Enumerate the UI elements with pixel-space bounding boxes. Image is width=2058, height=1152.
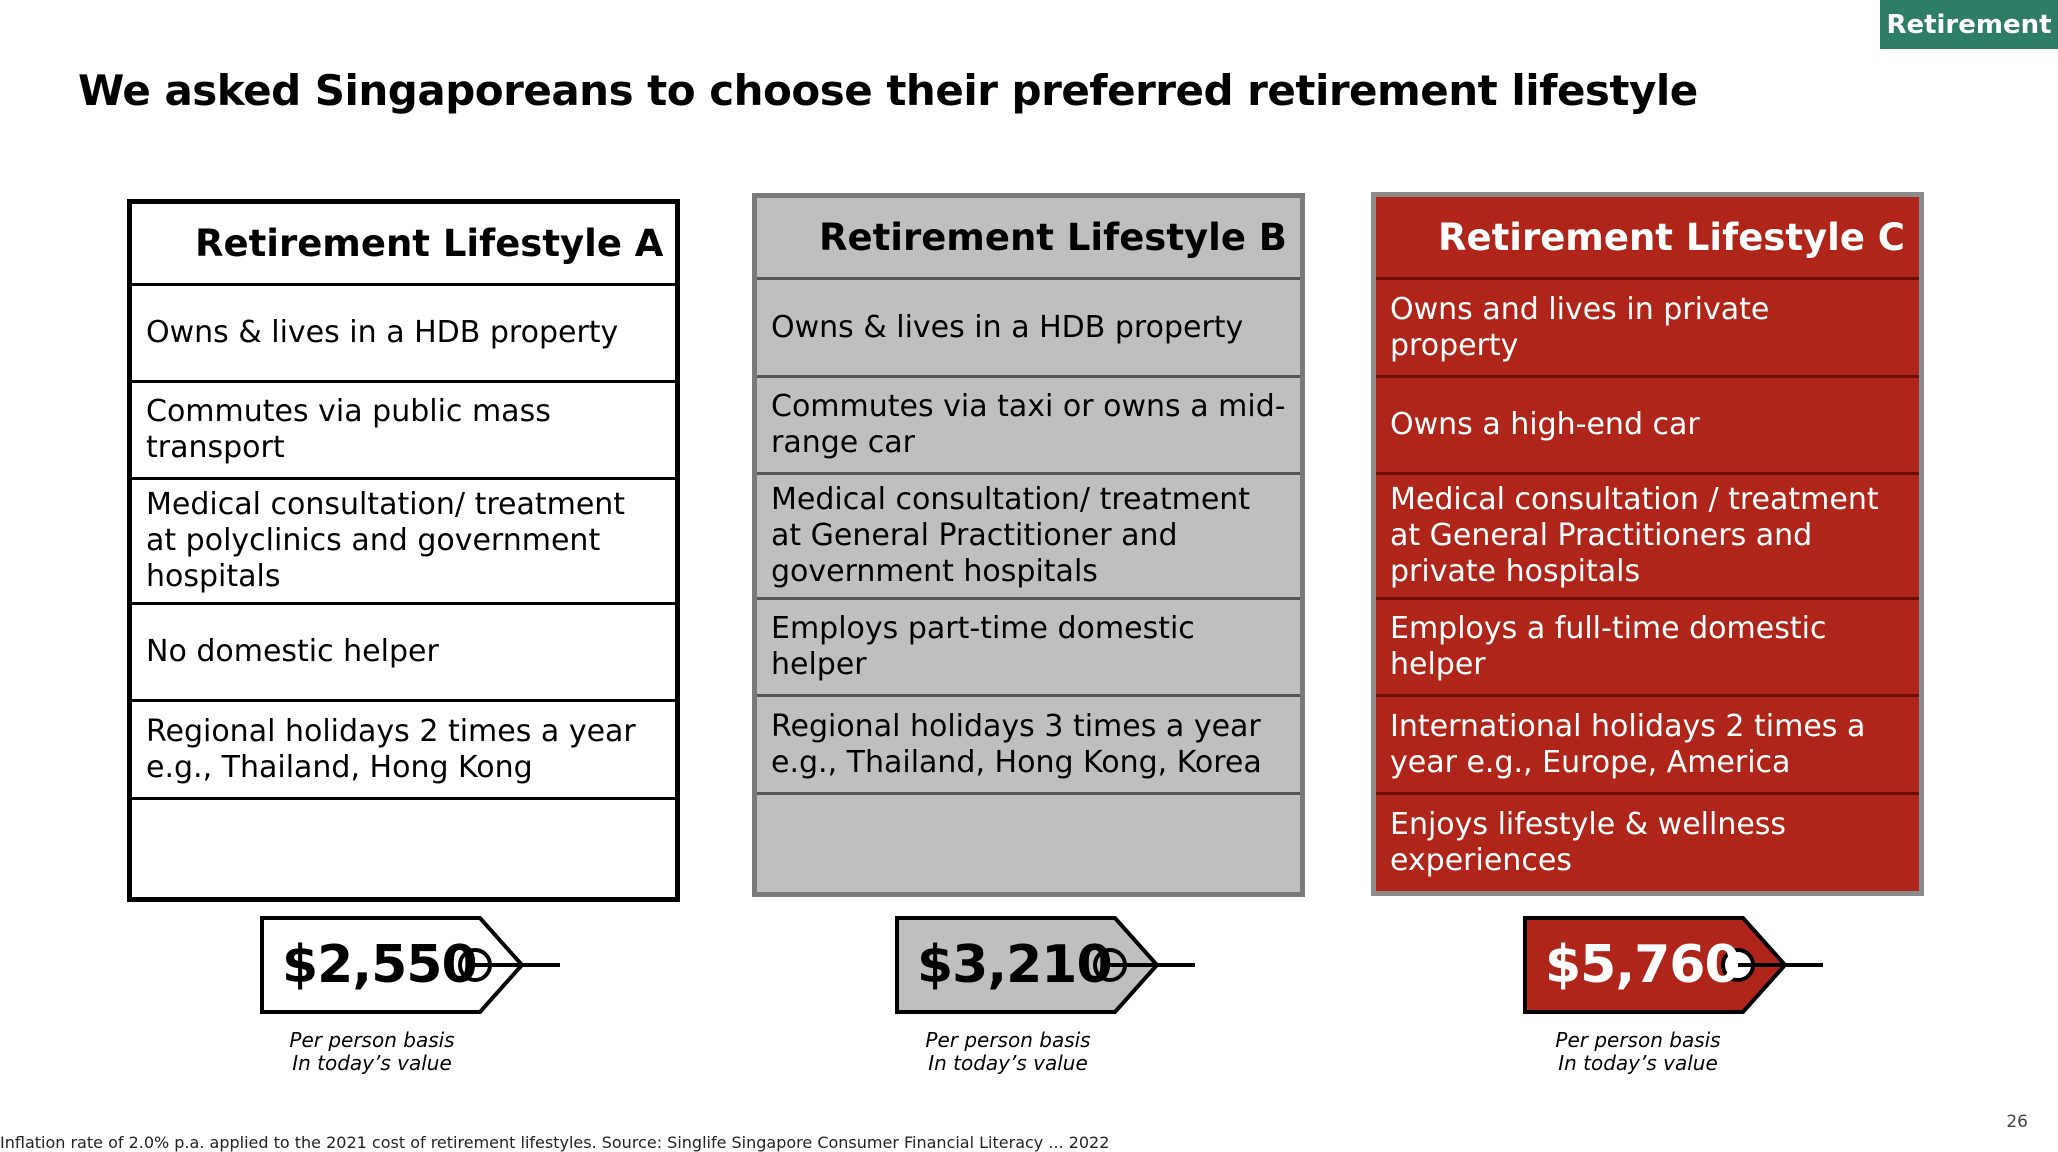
lifestyle-a-price-note [272,1029,472,1075]
lifestyle-b-row-transport: Commutes via taxi or owns a mid-range car [757,378,1300,475]
lifestyle-b-row-empty [757,795,1300,892]
lifestyle-a-heading: Retirement Lifestyle A [132,204,675,286]
note-value: In today’s value [928,1051,1088,1075]
lifestyle-a-price-tag [260,915,590,1015]
lifestyle-c-heading: Retirement Lifestyle C [1376,197,1919,280]
lifestyle-a-row-property: Owns & lives in a HDB property [132,286,675,383]
lifestyle-b-card [752,193,1305,897]
note-basis: Per person basis [289,1028,455,1052]
lifestyle-b-price-note [908,1029,1108,1075]
lifestyle-c-price-note [1538,1029,1738,1075]
lifestyle-c-card [1371,192,1924,896]
lifestyle-c-row-wellness: Enjoys lifestyle & wellness experiences [1390,807,1787,878]
lifestyle-b-price-tag [895,915,1225,1015]
section-tag: Retirement [1880,0,2058,49]
note-value: In today’s value [292,1051,452,1075]
lifestyle-c-price: $5,760 [1545,935,1740,995]
lifestyle-a-row-helper: No domestic helper [132,605,675,702]
lifestyle-b-price: $3,210 [917,935,1112,995]
lifestyle-b-row-holidays: Regional holidays 3 times a year e.g., Thailand, Hong Kong, Korea [757,697,1300,795]
lifestyle-b-row-property: Owns & lives in a HDB property [757,280,1300,378]
footnote: Inflation rate of 2.0% p.a. applied to the 2021 cost of retirement lifestyles. Source: Singlife Singapore Consumer Financial Literacy ... 2022 [0,1133,1110,1152]
lifestyle-b-row-medical: Medical consultation/ treatment at General Practitioner and government hospitals [757,475,1300,600]
lifestyle-b-heading: Retirement Lifestyle B [757,198,1300,280]
lifestyle-a-row-holidays: Regional holidays 2 times a year e.g., Thailand, Hong Kong [132,702,675,800]
lifestyle-a-row-transport: Commutes via public mass transport [132,383,675,480]
lifestyle-a-card [127,199,680,902]
lifestyle-c-row-holidays: International holidays 2 times a year e.g., Europe, America [1376,697,1919,795]
lifestyle-a-row-empty [132,800,675,897]
page-title: We asked Singaporeans to choose their preferred retirement lifestyle [78,66,1698,115]
lifestyle-a-row-medical: Medical consultation/ treatment at polyclinics and government hospitals [132,480,675,605]
lifestyle-c-row-medical: Medical consultation / treatment at General Practitioners and private hospitals [1376,475,1919,600]
page-number: 26 [2006,1112,2028,1132]
lifestyle-b-row-helper: Employs part-time domestic helper [757,600,1300,697]
lifestyle-c-price-tag [1523,915,1853,1015]
note-basis: Per person basis [925,1028,1091,1052]
lifestyle-a-price: $2,550 [282,935,477,995]
note-value: In today’s value [1558,1051,1718,1075]
note-basis: Per person basis [1555,1028,1721,1052]
lifestyle-c-row-car: Owns a high-end car [1376,378,1919,475]
lifestyle-c-row-helper: Employs a full-time domestic helper [1376,600,1919,697]
lifestyle-c-row-property: Owns and lives in private property [1376,280,1919,378]
